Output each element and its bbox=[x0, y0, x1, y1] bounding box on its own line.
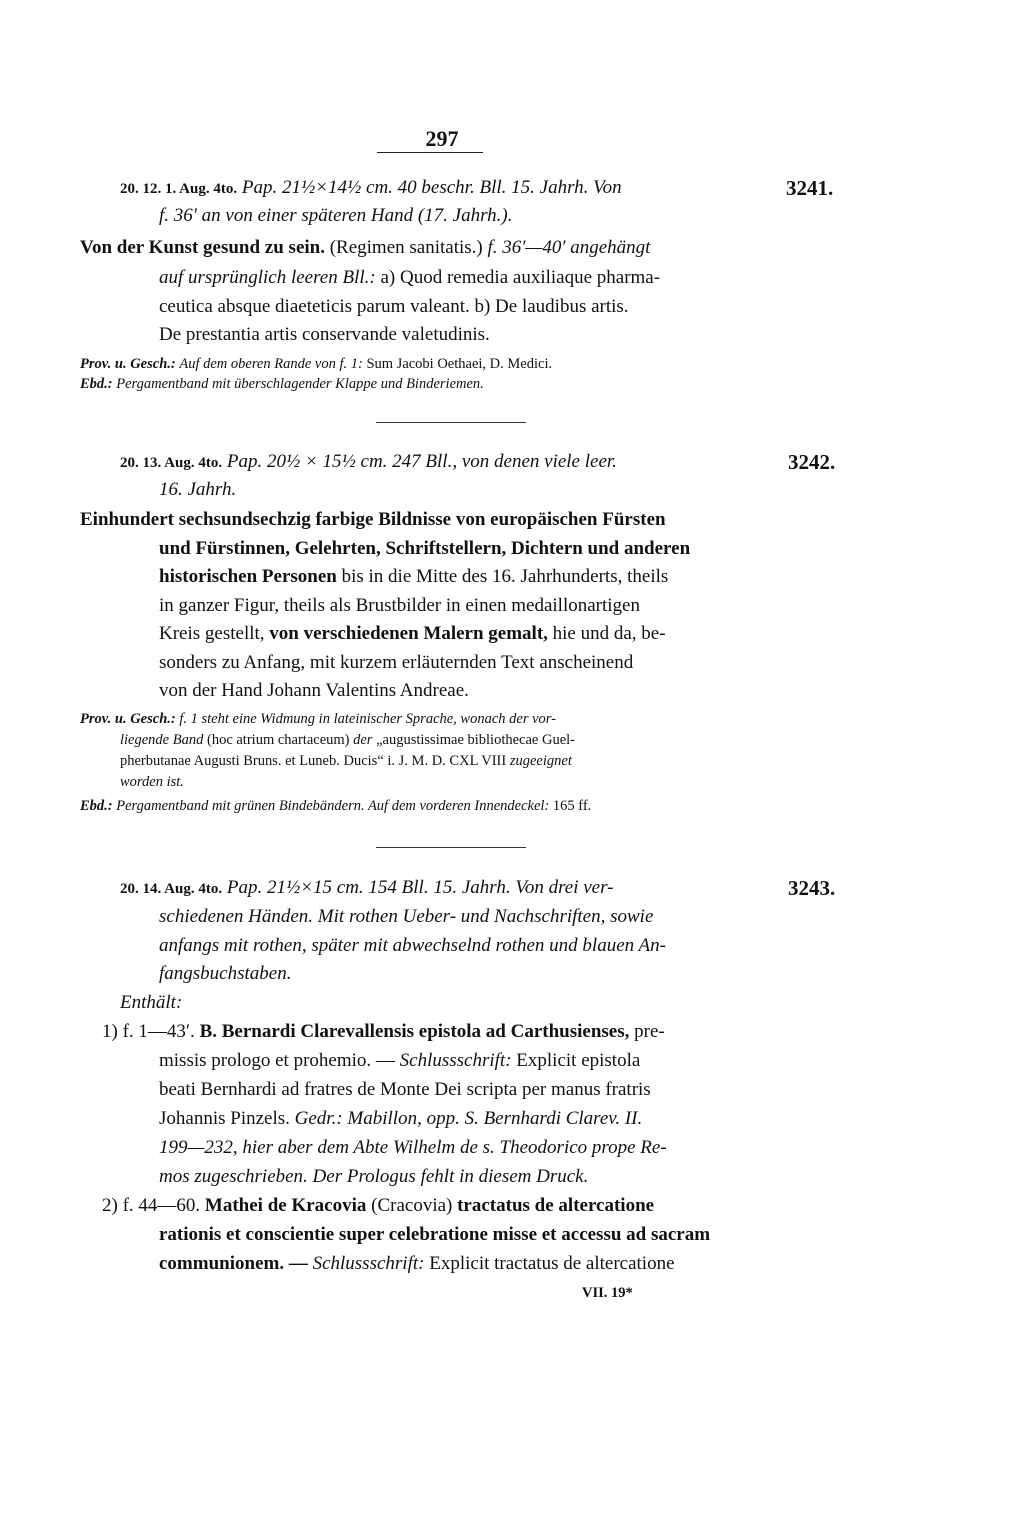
entry2-title-line3 bbox=[159, 565, 668, 589]
entry3-item2-line3 bbox=[159, 1252, 675, 1276]
entry2-text-bold: von verschiedenen Malern gemalt, bbox=[269, 623, 548, 644]
entry3-header bbox=[120, 876, 613, 901]
entry2-ebd-text: 165 ff. bbox=[552, 798, 592, 814]
entry2-title-line1: Einhundert sechsundsechzig farbige Bildnisse von europäischen Fürsten bbox=[80, 509, 666, 530]
entry1-provenance bbox=[80, 355, 552, 374]
entry2-prov-ital3: der bbox=[353, 732, 373, 748]
entry2-provenance-line3 bbox=[120, 752, 572, 771]
entry2-text-line5 bbox=[159, 622, 666, 646]
entry3-item1-folio: 1) f. 1—43′. bbox=[102, 1021, 195, 1042]
entry2-provenance-line2 bbox=[120, 731, 575, 750]
entry2-prov-text: pherbutanae Augusti Bruns. et Luneb. Ducis“ i. J. M. D. CXL VIII bbox=[120, 753, 507, 769]
entry2-prov-ital4: zugeeignet bbox=[509, 753, 572, 769]
entry1-title-note: (Regimen sanitatis.) bbox=[329, 237, 483, 258]
entry2-description-cont: 16. Jahrh. bbox=[159, 479, 237, 500]
entry1-title: Von der Kunst gesund zu sein. bbox=[80, 237, 325, 258]
entry3-item2-colophon: Explicit tractatus de altercatione bbox=[429, 1253, 675, 1274]
entry2-prov-mid: (hoc atrium chartaceum) bbox=[206, 732, 350, 748]
entry2-text-line7: von der Hand Johann Valentins Andreae. bbox=[159, 680, 469, 701]
page-number-rule bbox=[377, 152, 483, 153]
entry2-text-c: hie und da, be- bbox=[552, 623, 666, 644]
entry2-signature: 20. 13. Aug. 4to. bbox=[120, 455, 223, 471]
entry3-item2-author: Mathei de Kracovia bbox=[204, 1195, 367, 1216]
entry3-item1-edition: Gedr.: Mabillon, opp. S. Bernhardi Clarev. II. bbox=[294, 1108, 643, 1129]
entry3-number: 3243. bbox=[788, 876, 836, 900]
entry2-prov-ital: f. 1 steht eine Widmung in lateinischer Sprache, wonach der vor- bbox=[179, 711, 556, 727]
entry3-item1-text: missis prologo et prohemio. — bbox=[159, 1050, 395, 1071]
entry2-description: Pap. 20½ × 15½ cm. 247 Bll., von denen viele leer. bbox=[226, 451, 617, 472]
entry1-ebd-label: Ebd.: bbox=[80, 376, 113, 392]
entry3-item2-colophon-label: Schlussschrift: bbox=[312, 1253, 425, 1274]
entry1-header bbox=[120, 176, 622, 201]
entry1-number: 3241. bbox=[786, 176, 834, 200]
entry3-item1-line5: 199—232, hier aber dem Abte Wilhelm de s. Theodorico prope Re- bbox=[159, 1137, 667, 1158]
entry1-content-line4: De prestantia artis conservande valetudinis. bbox=[159, 324, 490, 345]
entry3-item2-folio: 2) f. 44—60. bbox=[102, 1195, 201, 1216]
entry2-text-line6: sonders zu Anfang, mit kurzem erläuternden Text anscheinend bbox=[159, 652, 634, 673]
entry2-provenance-line1 bbox=[80, 710, 556, 729]
entry3-item1-line2 bbox=[159, 1049, 640, 1073]
entry3-item1-scribe: Johannis Pinzels. bbox=[159, 1108, 290, 1129]
entry2-title-line2: und Fürstinnen, Gelehrten, Schriftstellern, Dichtern und anderen bbox=[159, 538, 691, 559]
entry3-item1-title: B. Bernardi Clarevallensis epistola ad Carthusienses, bbox=[199, 1021, 630, 1042]
entry3-description-line2: schiedenen Händen. Mit rothen Ueber- und Nachschriften, sowie bbox=[159, 906, 654, 927]
entry3-item1-rest: pre- bbox=[634, 1021, 665, 1042]
entry2-ebd-ital: Pergamentband mit grünen Bindebändern. Auf dem vorderen Innendeckel: bbox=[116, 798, 550, 814]
entry3-item1-line3: beati Bernhardi ad fratres de Monte Dei scripta per manus fratris bbox=[159, 1079, 651, 1100]
entry-divider bbox=[376, 847, 526, 848]
entry2-header bbox=[120, 450, 617, 475]
entry3-contents-label: Enthält: bbox=[120, 992, 183, 1013]
entry3-description: Pap. 21½×15 cm. 154 Bll. 15. Jahrh. Von drei ver- bbox=[226, 877, 614, 898]
entry3-item1-line6: mos zugeschrieben. Der Prologus fehlt in diesem Druck. bbox=[159, 1166, 589, 1187]
entry1-content-line2 bbox=[159, 266, 660, 290]
entry1-prov-label: Prov. u. Gesch.: bbox=[80, 356, 176, 372]
entry3-item1-colophon-label: Schlussschrift: bbox=[399, 1050, 512, 1071]
entry3-item1-line1 bbox=[102, 1020, 665, 1044]
entry2-title-bold: historischen Personen bbox=[159, 566, 337, 587]
entry1-content-line3: ceutica absque diaeteticis parum valeant. b) De laudibus artis. bbox=[159, 296, 629, 317]
entry1-title-line bbox=[80, 236, 650, 260]
entry1-signature: 20. 12. 1. Aug. 4to. bbox=[120, 181, 238, 197]
entry2-binding bbox=[80, 797, 591, 816]
entry1-title-folio: f. 36′—40′ angehängt bbox=[487, 237, 651, 258]
entry1-prov-ital: Auf dem oberen Rande von f. 1: bbox=[179, 356, 363, 372]
page-number: 297 bbox=[425, 126, 459, 151]
entry3-signature: 20. 14. Aug. 4to. bbox=[120, 881, 223, 897]
entry3-item1-line4 bbox=[159, 1107, 642, 1131]
entry3-item2-title: tractatus de altercatione bbox=[457, 1195, 655, 1216]
entry1-prov-text: Sum Jacobi Oethaei, D. Medici. bbox=[366, 356, 553, 372]
entry2-prov-label: Prov. u. Gesch.: bbox=[80, 711, 176, 727]
entry2-prov-ital2: liegende Band bbox=[120, 732, 204, 748]
entry3-description-line3: anfangs mit rothen, später mit abwechselnd rothen und blauen An- bbox=[159, 935, 666, 956]
entry2-prov-rest: „augustissimae bibliothecae Guel- bbox=[376, 732, 576, 748]
entry3-item2-variant: (Cracovia) bbox=[371, 1195, 453, 1216]
entry2-ebd-label: Ebd.: bbox=[80, 798, 113, 814]
entry3-item2-line2: rationis et conscientie super celebratione misse et accessu ad sacram bbox=[159, 1224, 711, 1245]
entry1-description: Pap. 21½×14½ cm. 40 beschr. Bll. 15. Jahrh. Von bbox=[241, 177, 622, 198]
entry1-content-ital: auf ursprünglich leeren Bll.: bbox=[159, 267, 376, 288]
entry1-content-text: a) Quod remedia auxiliaque pharma- bbox=[380, 267, 661, 288]
entry3-item1-colophon: Explicit epistola bbox=[516, 1050, 641, 1071]
entry2-text-a: Kreis gestellt, bbox=[159, 623, 265, 644]
entry1-description-cont: f. 36′ an von einer späteren Hand (17. Jahrh.). bbox=[159, 205, 513, 226]
entry2-title-text: bis in die Mitte des 16. Jahrhunderts, theils bbox=[341, 566, 669, 587]
entry1-binding bbox=[80, 375, 484, 394]
entry3-description-line4: fangsbuchstaben. bbox=[159, 963, 292, 984]
entry2-text-line4: in ganzer Figur, theils als Brustbilder in einen medaillonartigen bbox=[159, 595, 640, 616]
entry3-item2-line1 bbox=[102, 1194, 654, 1218]
entry2-provenance-line4: worden ist. bbox=[120, 774, 184, 790]
entry2-number: 3242. bbox=[788, 450, 836, 474]
entry3-item2-title-end: communionem. — bbox=[159, 1253, 308, 1274]
entry1-ebd-text: Pergamentband mit überschlagender Klappe und Binderiemen. bbox=[116, 376, 484, 392]
footer-signature: VII. 19* bbox=[582, 1285, 633, 1301]
entry-divider bbox=[376, 422, 526, 423]
